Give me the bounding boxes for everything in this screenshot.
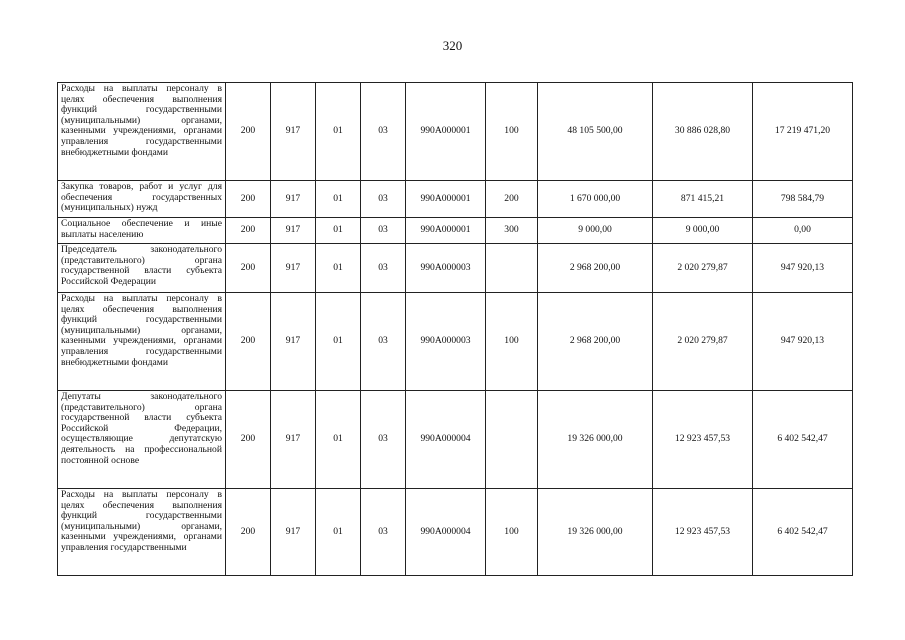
remaining-amount-cell: 6 402 542,47: [753, 391, 853, 489]
remaining-amount-cell: 947 920,13: [753, 244, 853, 293]
expense-type-cell: [486, 244, 538, 293]
subsection-cell: 03: [361, 83, 406, 181]
row-description: Председатель законодательного (представительного) органа государственной власти субъекта Российской Федерации: [58, 244, 226, 293]
ministry-code-cell: 917: [271, 391, 316, 489]
admin-code-cell: 200: [226, 391, 271, 489]
row-description: Расходы на выплаты персоналу в целях обеспечения выполнения функций государственными (муниципальными) органами, казенными учреждениями, органами управления государственными внебюджетными фондами: [58, 83, 226, 181]
target-article-cell: 990А000004: [406, 489, 486, 576]
section-cell: 01: [316, 244, 361, 293]
table-row: [58, 489, 853, 576]
subsection-cell: 03: [361, 244, 406, 293]
subsection-cell: 03: [361, 218, 406, 244]
approved-amount-cell: 19 326 000,00: [538, 391, 653, 489]
row-description: Расходы на выплаты персоналу в целях обеспечения выполнения функций государственными (муниципальными) органами, казенными учреждениями, органами управления государственными внебюджетными фондами: [58, 293, 226, 391]
remaining-amount-cell: 17 219 471,20: [753, 83, 853, 181]
expense-type-cell: 300: [486, 218, 538, 244]
executed-amount-cell: 30 886 028,80: [653, 83, 753, 181]
ministry-code-cell: 917: [271, 83, 316, 181]
section-cell: 01: [316, 218, 361, 244]
table-row: [58, 218, 853, 244]
row-description: Депутаты законодательного (представительного) органа государственной власти субъекта Российской Федерации, осуществляющие депутатскую деятельность на профессиональной постоянной основе: [58, 391, 226, 489]
subsection-cell: 03: [361, 293, 406, 391]
remaining-amount-cell: 947 920,13: [753, 293, 853, 391]
approved-amount-cell: 48 105 500,00: [538, 83, 653, 181]
admin-code-cell: 200: [226, 218, 271, 244]
section-cell: 01: [316, 83, 361, 181]
expense-type-cell: [486, 391, 538, 489]
subsection-cell: 03: [361, 181, 406, 218]
section-cell: 01: [316, 293, 361, 391]
expense-type-cell: 100: [486, 489, 538, 576]
executed-amount-cell: 9 000,00: [653, 218, 753, 244]
budget-table: [57, 82, 853, 576]
executed-amount-cell: 2 020 279,87: [653, 293, 753, 391]
target-article-cell: 990А000003: [406, 244, 486, 293]
table-row: [58, 244, 853, 293]
row-description: Социальное обеспечение и иные выплаты населению: [58, 218, 226, 244]
expense-type-cell: 100: [486, 83, 538, 181]
section-cell: 01: [316, 391, 361, 489]
remaining-amount-cell: 6 402 542,47: [753, 489, 853, 576]
ministry-code-cell: 917: [271, 293, 316, 391]
section-cell: 01: [316, 181, 361, 218]
ministry-code-cell: 917: [271, 181, 316, 218]
approved-amount-cell: 19 326 000,00: [538, 489, 653, 576]
remaining-amount-cell: 0,00: [753, 218, 853, 244]
expense-type-cell: 100: [486, 293, 538, 391]
ministry-code-cell: 917: [271, 244, 316, 293]
target-article-cell: 990А000003: [406, 293, 486, 391]
executed-amount-cell: 12 923 457,53: [653, 489, 753, 576]
expense-type-cell: 200: [486, 181, 538, 218]
subsection-cell: 03: [361, 489, 406, 576]
approved-amount-cell: 9 000,00: [538, 218, 653, 244]
admin-code-cell: 200: [226, 83, 271, 181]
target-article-cell: 990А000001: [406, 181, 486, 218]
executed-amount-cell: 871 415,21: [653, 181, 753, 218]
remaining-amount-cell: 798 584,79: [753, 181, 853, 218]
table-row: [58, 83, 853, 181]
ministry-code-cell: 917: [271, 489, 316, 576]
target-article-cell: 990А000001: [406, 218, 486, 244]
ministry-code-cell: 917: [271, 218, 316, 244]
admin-code-cell: 200: [226, 293, 271, 391]
table-row: [58, 181, 853, 218]
admin-code-cell: 200: [226, 181, 271, 218]
admin-code-cell: 200: [226, 244, 271, 293]
row-description: Закупка товаров, работ и услуг для обеспечения государственных (муниципальных) нужд: [58, 181, 226, 218]
subsection-cell: 03: [361, 391, 406, 489]
section-cell: 01: [316, 489, 361, 576]
executed-amount-cell: 12 923 457,53: [653, 391, 753, 489]
target-article-cell: 990А000004: [406, 391, 486, 489]
approved-amount-cell: 2 968 200,00: [538, 293, 653, 391]
page-number: 320: [442, 38, 463, 53]
target-article-cell: 990А000001: [406, 83, 486, 181]
table-row: [58, 293, 853, 391]
table-row: [58, 391, 853, 489]
approved-amount-cell: 2 968 200,00: [538, 244, 653, 293]
admin-code-cell: 200: [226, 489, 271, 576]
row-description: Расходы на выплаты персоналу в целях обеспечения выполнения функций государственными (муниципальными) органами, казенными учреждениями, органами управления государственными: [58, 489, 226, 576]
approved-amount-cell: 1 670 000,00: [538, 181, 653, 218]
executed-amount-cell: 2 020 279,87: [653, 244, 753, 293]
